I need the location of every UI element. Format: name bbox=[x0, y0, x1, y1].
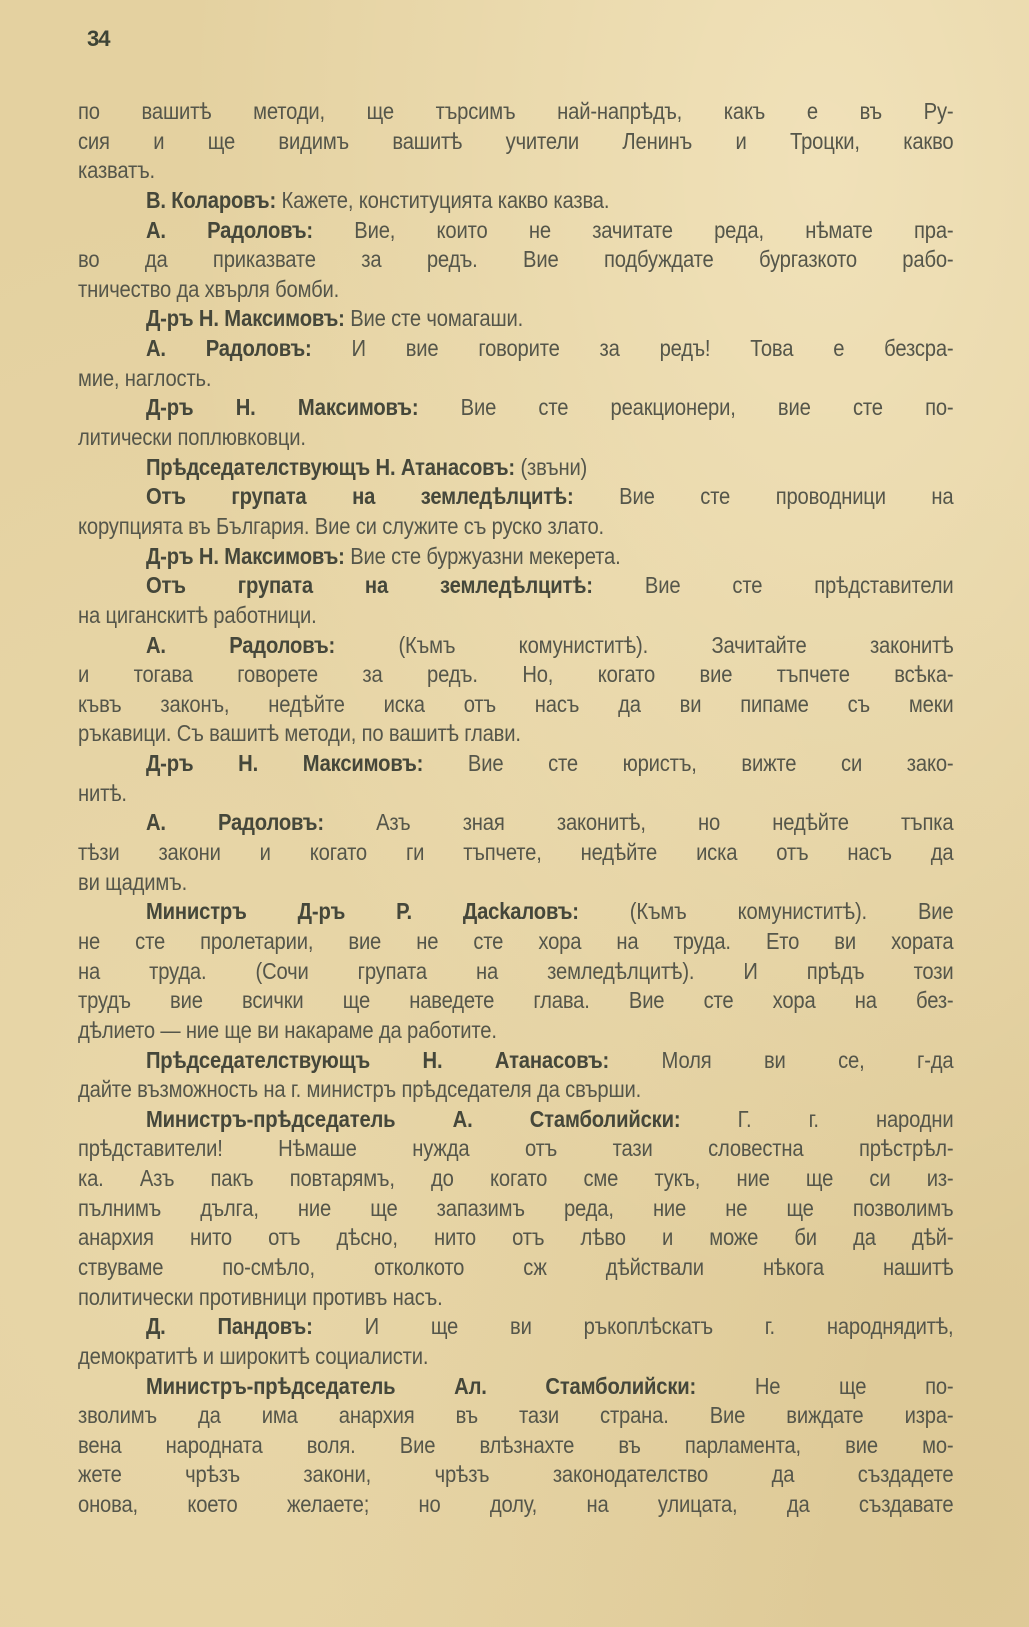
speech-line-with-speaker bbox=[78, 1372, 953, 1402]
text-line bbox=[78, 423, 953, 453]
speaker-name: Д-ръ Н. Максимовъ: bbox=[145, 305, 345, 332]
speaker-name: Д-ръ Н. Максимовъ: bbox=[145, 394, 419, 421]
text-line bbox=[78, 957, 953, 987]
speech-line-with-speaker bbox=[78, 897, 953, 927]
line-text: Вие сте буржуазни мекерета. bbox=[344, 542, 621, 569]
speaker-name: Д-ръ Н. Максимовъ: bbox=[145, 750, 424, 777]
text-line bbox=[78, 1016, 953, 1046]
text-line bbox=[78, 1134, 953, 1164]
text-line bbox=[78, 1164, 953, 1194]
line-text: во да приказвате за редъ. Вие подбуждате бургазкото рабо- bbox=[78, 246, 954, 273]
line-text: (Къмъ комуниститѣ). Зачитайте законитѣ bbox=[335, 631, 954, 658]
line-text: на циганскитѣ работници. bbox=[78, 601, 317, 628]
text-line bbox=[78, 512, 953, 542]
speech-line-with-speaker bbox=[78, 542, 953, 572]
speech-line-with-speaker bbox=[78, 304, 953, 334]
text-line bbox=[78, 97, 953, 127]
speaker-name: В. Коларовъ: bbox=[145, 186, 277, 213]
line-text: тничество да хвърля бомби. bbox=[78, 275, 340, 302]
line-text: по вашитѣ методи, ще търсимъ най-напрѣдъ, какъ е въ Ру- bbox=[78, 98, 954, 124]
speaker-name: А. Радоловъ: bbox=[145, 216, 313, 243]
speech-line-with-speaker bbox=[78, 808, 953, 838]
line-text: демократитѣ и широкитѣ социалисти. bbox=[78, 1342, 429, 1369]
text-line bbox=[78, 1075, 953, 1105]
text-line bbox=[78, 1253, 953, 1283]
text-line bbox=[78, 364, 953, 394]
line-text: дайте възможность на г. министръ прѣдседателя да свърши. bbox=[78, 1076, 642, 1103]
line-text: Вие сте прѣдставители bbox=[592, 572, 954, 599]
line-text: Кажете, конституцията какво казва. bbox=[276, 186, 610, 213]
text-line bbox=[78, 660, 953, 690]
text-line bbox=[78, 838, 953, 868]
speech-line-with-speaker bbox=[78, 631, 953, 661]
line-text: Не ще по- bbox=[696, 1372, 954, 1399]
line-text: Моля ви се, г-да bbox=[609, 1046, 954, 1073]
line-text: корупцията въ България. Вие си служите съ руско злато. bbox=[78, 512, 604, 539]
speaker-name: Отъ групата на земледѣлцитѣ: bbox=[145, 572, 593, 599]
line-text: ръкавици. Съ вашитѣ методи, по вашитѣ глави. bbox=[78, 720, 521, 747]
line-text: прѣдставители! Нѣмаше нужда отъ тази словестна прѣстрѣл- bbox=[78, 1135, 954, 1162]
text-line bbox=[78, 868, 953, 898]
text-line bbox=[78, 1283, 953, 1313]
line-text: дѣлието — ние ще ви накараме да работите. bbox=[78, 1016, 497, 1043]
document-body bbox=[78, 97, 954, 1520]
speech-line-with-speaker bbox=[78, 1046, 953, 1076]
line-text: ка. Азъ пакъ повтарямъ, до когато сме тукъ, ние ще си из- bbox=[78, 1165, 954, 1192]
line-text: мие, наглость. bbox=[78, 364, 212, 391]
speech-line-with-speaker bbox=[78, 334, 953, 364]
line-text: нитѣ. bbox=[78, 779, 127, 806]
line-text: трудъ вие всички ще наведете глава. Вие сте хора на без- bbox=[78, 987, 954, 1014]
speech-line-with-speaker bbox=[78, 749, 953, 779]
text-line bbox=[78, 779, 953, 809]
line-text: Вие, които не зачитате реда, нѣмате пра- bbox=[312, 216, 954, 243]
speaker-name: Министръ-прѣдседатель Ал. Стамболийски: bbox=[145, 1372, 697, 1399]
line-text: жете чрѣзъ закони, чрѣзъ законодателство да създадете bbox=[78, 1461, 954, 1488]
line-text: не сте пролетарии, вие не сте хора на труда. Ето ви хората bbox=[78, 927, 954, 954]
line-text: зволимъ да има анархия въ тази страна. Вие виждате изра- bbox=[78, 1402, 954, 1429]
speech-line-with-speaker bbox=[78, 453, 953, 483]
line-text: на труда. (Сочи групата на земледѣлцитѣ). И прѣдъ този bbox=[78, 957, 954, 984]
speaker-name: Прѣдседателствующъ Н. Атанасовъ: bbox=[145, 1046, 610, 1073]
speaker-name: Д. Пандовъ: bbox=[145, 1313, 313, 1340]
text-line bbox=[78, 245, 953, 275]
line-text: ви щадимъ. bbox=[78, 868, 188, 895]
line-text: Вие сте проводници на bbox=[573, 483, 954, 510]
page-number: 34 bbox=[87, 26, 110, 51]
speaker-name: Отъ групата на земледѣлцитѣ: bbox=[145, 483, 574, 510]
text-line bbox=[78, 127, 953, 157]
speech-line-with-speaker bbox=[78, 216, 953, 246]
line-text: казватъ. bbox=[78, 157, 156, 184]
line-text: (звъни) bbox=[515, 453, 588, 480]
text-line bbox=[78, 601, 953, 631]
text-line bbox=[78, 1401, 953, 1431]
speaker-name: Министръ Д-ръ Р. Дасkаловъ: bbox=[145, 898, 579, 925]
line-text: Г. г. народни bbox=[680, 1105, 954, 1132]
speech-line-with-speaker bbox=[78, 393, 953, 423]
text-line bbox=[78, 156, 953, 186]
text-line bbox=[78, 1342, 953, 1372]
text-line bbox=[78, 719, 953, 749]
speech-line-with-speaker bbox=[78, 1105, 953, 1135]
speaker-name: А. Радоловъ: bbox=[145, 335, 312, 362]
line-text: сия и ще видимъ вашитѣ учители Ленинъ и Троцки, какво bbox=[78, 127, 954, 154]
line-text: анархия нито отъ дѣсно, нито отъ лѣво и може би да дѣй- bbox=[78, 1224, 954, 1251]
line-text: литически поплювковци. bbox=[78, 424, 306, 451]
text-line bbox=[78, 927, 953, 957]
line-text: тѣзи закони и когато ги тъпчете, недѣйте иска отъ насъ да bbox=[78, 839, 954, 866]
line-text: и тогава говорете за редъ. Но, когато вие тъпчете всѣка- bbox=[78, 661, 954, 688]
speaker-name: Министръ-прѣдседатель А. Стамболийски: bbox=[145, 1105, 681, 1132]
line-text: ствуваме по-смѣло, отколкото сж дѣйствали нѣкога нашитѣ bbox=[78, 1253, 954, 1280]
text-line bbox=[78, 1223, 953, 1253]
speech-line-with-speaker bbox=[78, 186, 953, 216]
text-line bbox=[78, 1431, 953, 1461]
text-line bbox=[78, 690, 953, 720]
line-text: Вие сте реакционери, вие сте по- bbox=[418, 394, 954, 421]
line-text: къвъ законъ, недѣйте иска отъ насъ да ви пипаме съ меки bbox=[78, 690, 954, 717]
line-text: вена народната воля. Вие влѣзнахте въ парламента, вие мо- bbox=[78, 1431, 954, 1458]
speech-line-with-speaker bbox=[78, 571, 953, 601]
speech-line-with-speaker bbox=[78, 1312, 953, 1342]
line-text: Вие сте юристъ, вижте си зако- bbox=[423, 750, 954, 777]
speaker-name: Д-ръ Н. Максимовъ: bbox=[145, 542, 345, 569]
speaker-name: А. Радоловъ: bbox=[145, 631, 336, 658]
line-text: И вие говорите за редъ! Това е безсра- bbox=[311, 335, 954, 362]
line-text: пълнимъ дълга, ние ще запазимъ реда, ние не ще позволимъ bbox=[78, 1194, 954, 1221]
line-text: онова, което желаете; но долу, на улицата, да създавате bbox=[78, 1491, 954, 1518]
text-line bbox=[78, 1490, 953, 1520]
speech-line-with-speaker bbox=[78, 482, 953, 512]
speaker-name: А. Радоловъ: bbox=[145, 809, 324, 836]
speaker-name: Прѣдседателствующъ Н. Атанасовъ: bbox=[145, 453, 516, 480]
line-text: (Къмъ комуниститѣ). Вие bbox=[578, 898, 954, 925]
line-text: политически противници противъ насъ. bbox=[78, 1283, 443, 1310]
text-line bbox=[78, 1194, 953, 1224]
text-line bbox=[78, 1460, 953, 1490]
text-line bbox=[78, 986, 953, 1016]
line-text: И ще ви ръкоплѣскатъ г. народнядитѣ, bbox=[312, 1313, 954, 1340]
line-text: Вие сте чомагаши. bbox=[344, 305, 524, 332]
text-line bbox=[78, 275, 953, 305]
line-text: Азъ зная законитѣ, но недѣйте тъпка bbox=[323, 809, 954, 836]
